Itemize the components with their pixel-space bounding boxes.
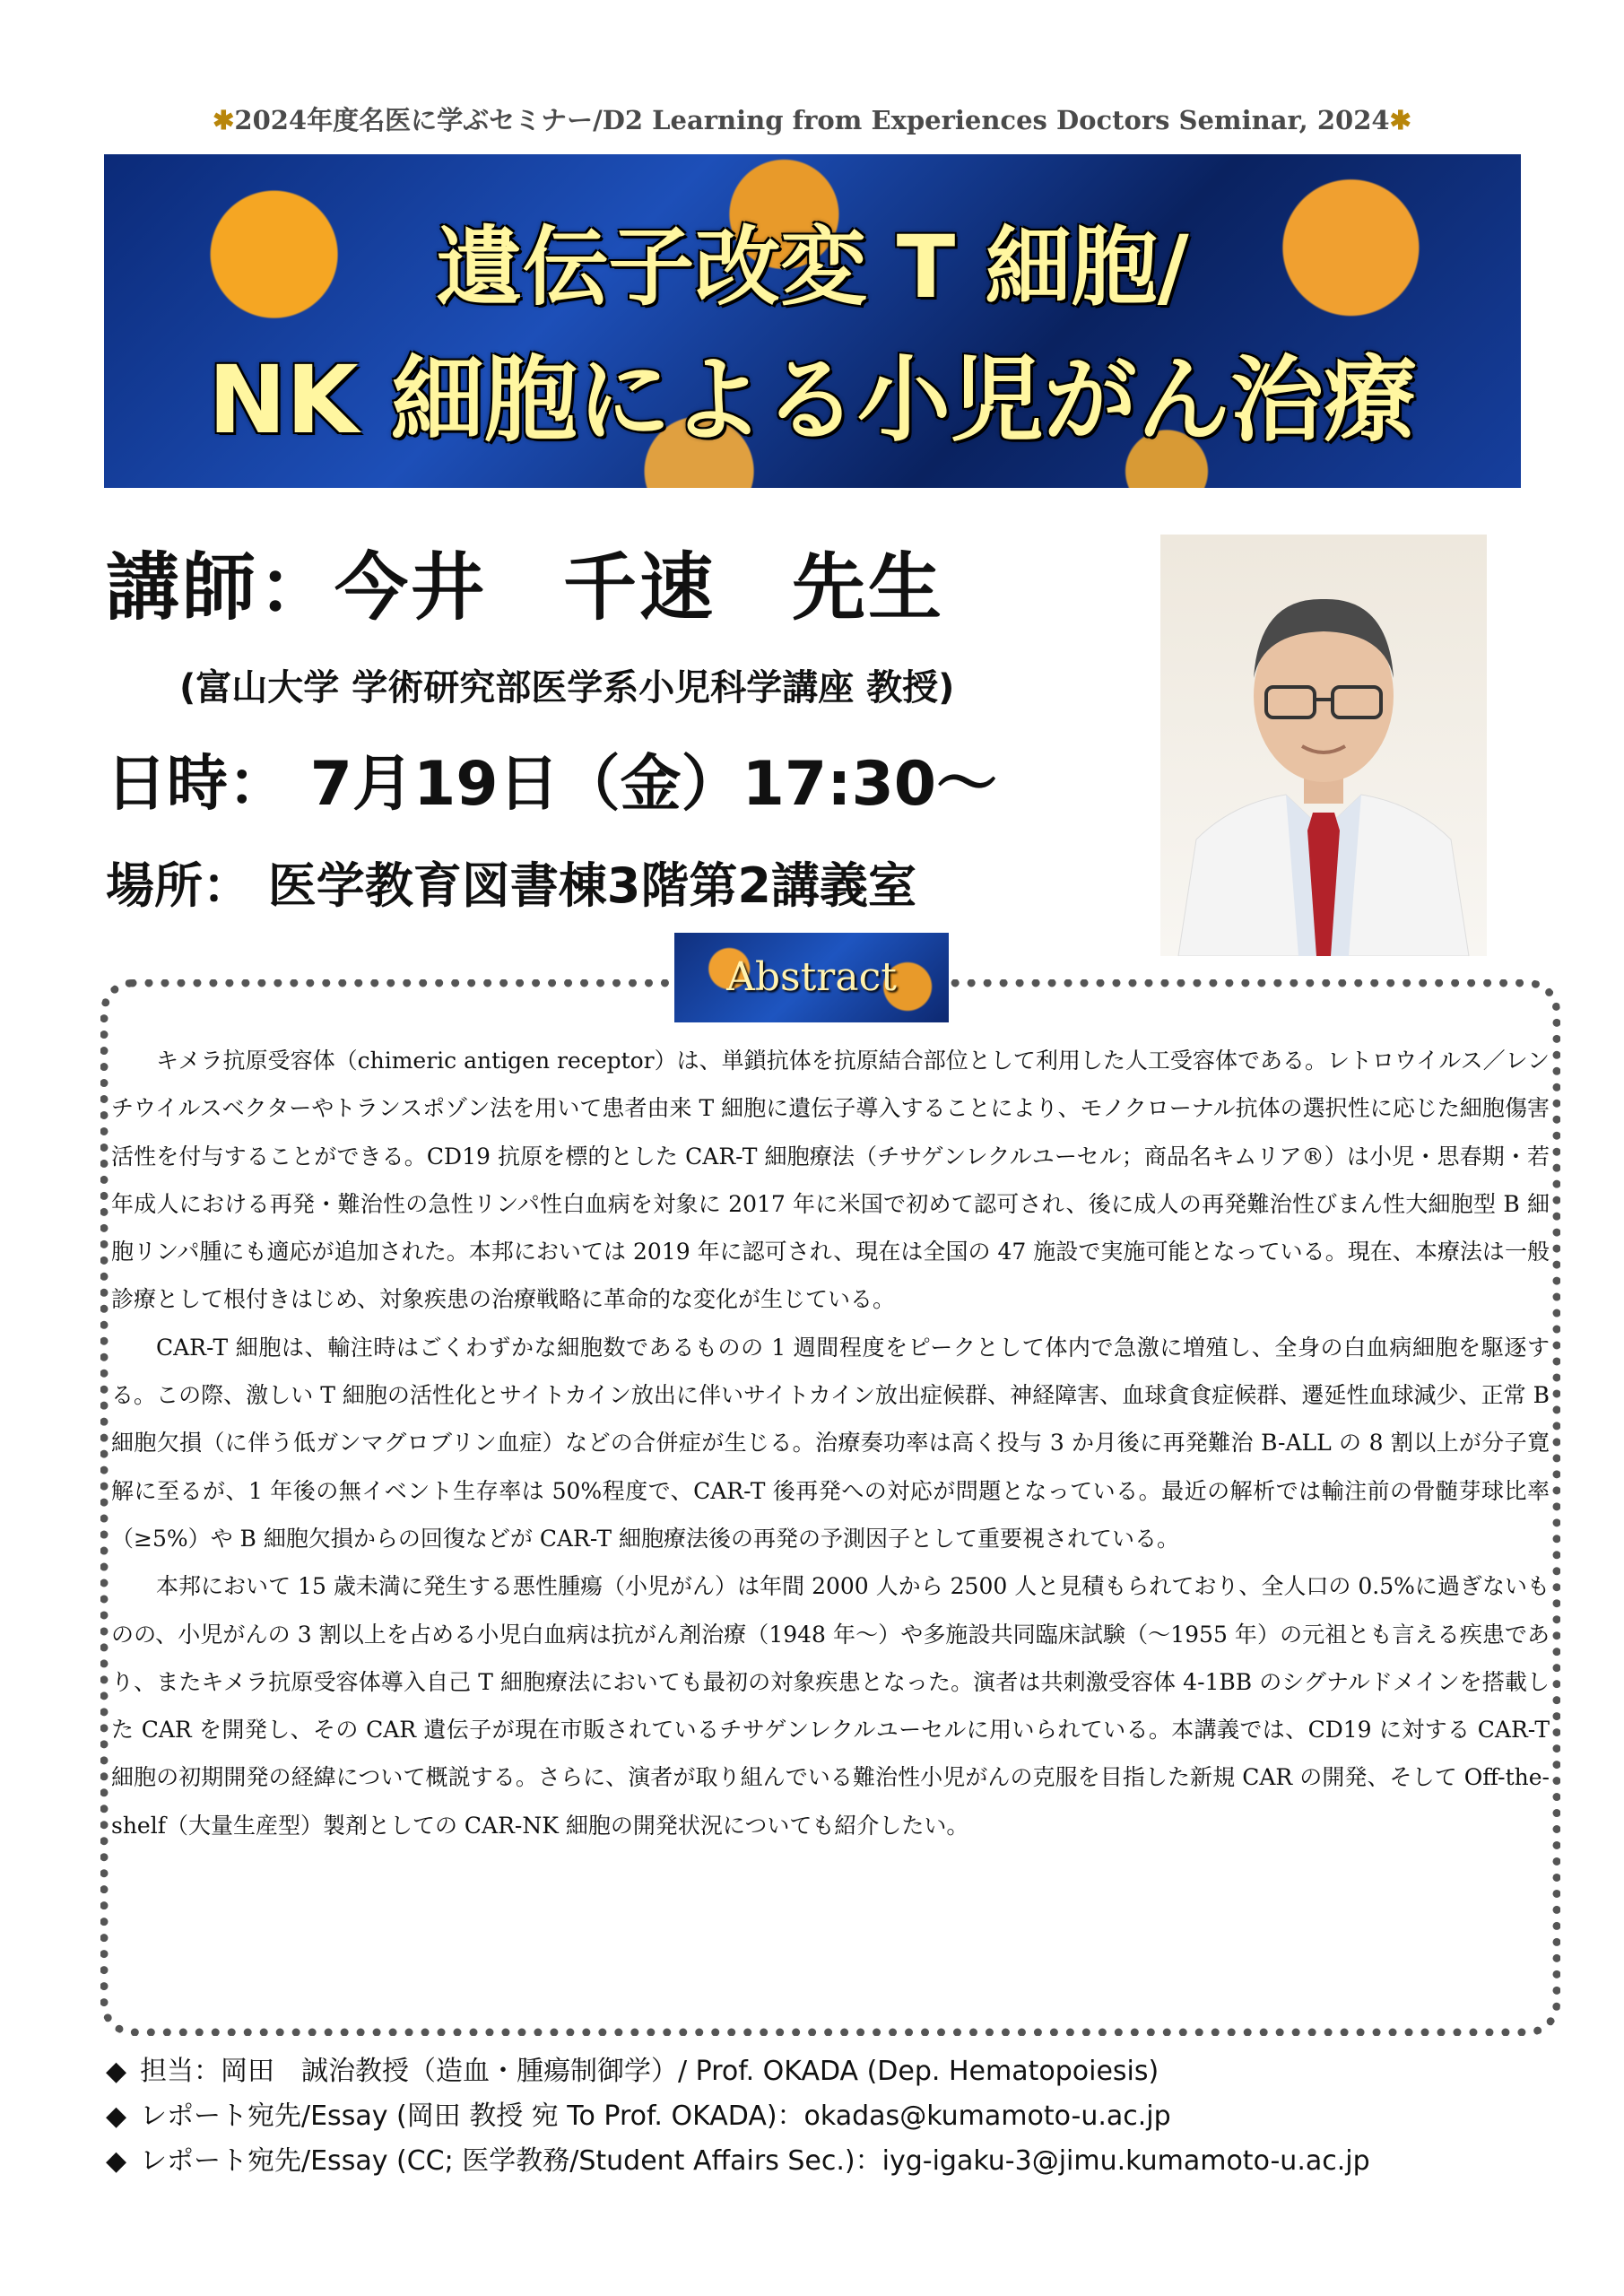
title-banner [104, 154, 1521, 488]
event-datetime: 日時： 7月19日（金）17:30～ [106, 749, 998, 820]
abstract-paragraph: CAR-T 細胞は、輸注時はごくわずかな細胞数であるものの 1 週間程度をピークとして体内で急激に増殖し、全身の白血病細胞を駆逐する。この際、激しい T 細胞の活性化とサイトカイン放出に伴いサイトカイン放出症候群、神経障害、血球貪食症候群、遷延性血球減少、正常 B 細胞欠損（に伴う低ガンマグロブリン血症）などの合併症が生じる。治療奏功率は高く投与 3 か月後に再発難治 B-ALL の 8 割以上が分子寛解に至るが、1 年後の無イベント生存率は 50%程度で、CAR-T 後再発への対応が問題となっている。最近の解析では輸注前の骨髄芽球比率（≥5%）や B 細胞欠損からの回復などが CAR-T 細胞療法後の再発の予測因子として重要視されている。 [111, 1334, 1550, 1552]
star-icon: ✱ [1389, 105, 1411, 135]
abstract-heading: Abstract [674, 933, 949, 1022]
diamond-bullet-icon: ◆ [106, 2145, 127, 2177]
diamond-bullet-icon: ◆ [106, 2056, 127, 2087]
footer-text: レポート宛先/Essay (岡田 教授 宛 To Prof. OKADA)：okadas@kumamoto-u.ac.jp [140, 2100, 1171, 2132]
banner-title-line1: 遺伝子改変 T 細胞/ [436, 217, 1189, 317]
lecturer-portrait-illustration [1160, 535, 1487, 956]
footer-text: レポート宛先/Essay (CC; 医学教務/Student Affairs Sec.)：iyg-igaku-3@jimu.kumamoto-u.ac.jp [140, 2145, 1370, 2177]
star-icon: ✱ [213, 105, 235, 135]
lecturer-affiliation: (富山大学 学術研究部医学系小児科学講座 教授) [179, 667, 955, 709]
contact-footer [106, 2049, 1576, 2184]
footer-item-essay-cc [106, 2139, 1576, 2184]
seminar-series-header [0, 100, 1624, 137]
abstract-paragraph: キメラ抗原受容体（chimeric antigen receptor）は、単鎖抗体を抗原結合部位として利用した人工受容体である。レトロウイルス／レンチウイルスベクターやトランスポゾン法を用いて患者由来 T 細胞に遺伝子導入することにより、モノクローナル抗体の選択性に応じた細胞傷害活性を付与することができる。CD19 抗原を標的とした CAR-T 細胞療法（チサゲンレクルユーセル；商品名キムリア®）は小児・思春期・若年成人における再発・難治性の急性リンパ性白血病を対象に 2017 年に米国で初めて認可され、後に成人の再発難治性びまん性大細胞型 B 細胞リンパ腫にも適応が追加された。本邦においては 2019 年に認可され、現在は全国の 47 施設で実施可能となっている。現在、本療法は一般診療として根付きはじめ、対象疾患の治療戦略に革命的な変化が生じている。 [111, 1048, 1550, 1313]
abstract-body [111, 1037, 1550, 1849]
abstract-paragraph: 本邦において 15 歳未満に発生する悪性腫瘍（小児がん）は年間 2000 人から 2500 人と見積もられており、全人口の 0.5%に過ぎないものの、小児がんの 3 割以上を占める小児白血病は抗がん剤治療（1948 年～）や多施設共同臨床試験（～1955 年）の元祖とも言える疾患であり、またキメラ抗原受容体導入自己 T 細胞療法においても最初の対象疾患となった。演者は共刺激受容体 4-1BB のシグナルドメインを搭載した CAR を開発し、その CAR 遺伝子が現在市販されているチサゲンレクルユーセルに用いられている。本講義では、CD19 に対する CAR-T 細胞の初期開発の経緯について概説する。さらに、演者が取り組んでいる難治性小児がんの克服を目指した新規 CAR の開発、そして Off-the-shelf（大量生産型）製剤としての CAR-NK 細胞の開発状況についても紹介したい。 [111, 1573, 1550, 1839]
banner-title-line2: NK 細胞による小児がん治療 [208, 345, 1417, 455]
event-place: 場所： 医学教育図書棟3階第2講義室 [106, 857, 916, 914]
footer-text: 担当：岡田 誠治教授（造血・腫瘍制御学）/ Prof. OKADA (Dep. Hematopoiesis) [140, 2056, 1159, 2087]
footer-item-organizer [106, 2049, 1576, 2094]
footer-item-essay-recipient [106, 2094, 1576, 2139]
lecturer-name: 講師：今井 千速 先生 [106, 545, 945, 631]
series-text: 2024年度名医に学ぶセミナー/D2 Learning from Experiences Doctors Seminar, 2024 [234, 105, 1390, 135]
diamond-bullet-icon: ◆ [106, 2100, 127, 2132]
lecturer-photo [1160, 535, 1487, 956]
